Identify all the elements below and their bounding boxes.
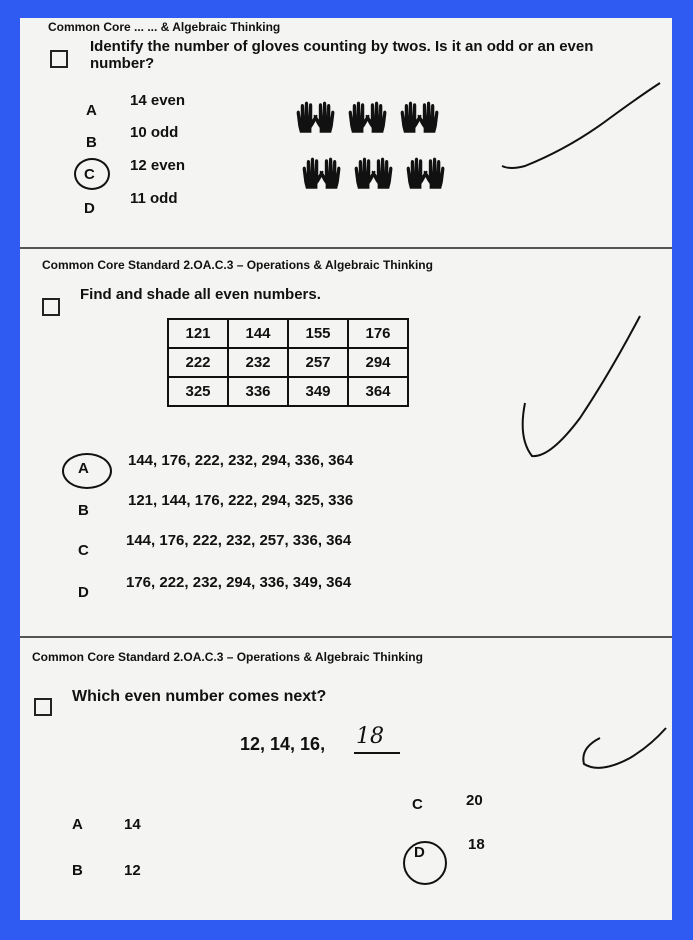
grid-cell[interactable]: 257 — [288, 348, 348, 377]
section1-option-d-letter[interactable]: D — [84, 200, 95, 217]
section3-option-a-letter[interactable]: A — [72, 816, 83, 833]
section1-standard: Common Core ... ... & Algebraic Thinking — [48, 20, 281, 34]
section2-checkbox[interactable] — [42, 298, 60, 316]
section1-selected-circle — [74, 158, 110, 190]
grid-cell[interactable]: 222 — [168, 348, 228, 377]
section2-question: Find and shade all even numbers. — [80, 286, 321, 303]
grid-cell[interactable]: 294 — [348, 348, 408, 377]
section2-option-b-text[interactable]: 121, 144, 176, 222, 294, 325, 336 — [128, 492, 354, 509]
section1-option-c-text[interactable]: 12 even — [130, 157, 186, 174]
section2-standard: Common Core Standard 2.OA.C.3 – Operations & Algebraic Thinking — [42, 258, 433, 272]
section-divider-2 — [20, 636, 672, 638]
grid-cell[interactable]: 349 — [288, 377, 348, 406]
section3-standard: Common Core Standard 2.OA.C.3 – Operations & Algebraic Thinking — [32, 650, 423, 664]
glove-pair-icon — [353, 154, 399, 194]
section1-option-b-letter[interactable]: B — [86, 134, 97, 151]
section3-option-b-text[interactable]: 12 — [124, 862, 141, 879]
checkmark-1 — [490, 78, 670, 188]
section3-option-d-letter[interactable]: D — [414, 844, 425, 861]
grid-cell[interactable]: 232 — [228, 348, 288, 377]
section3-checkbox[interactable] — [34, 698, 52, 716]
section3-option-a-text[interactable]: 14 — [124, 816, 141, 833]
section3-question: Which even number comes next? — [72, 688, 327, 705]
section1-question: Identify the number of gloves counting by twos. Is it an odd or an even number? — [90, 38, 594, 72]
section2-option-b-letter[interactable]: B — [78, 502, 89, 519]
worksheet-page — [20, 18, 672, 920]
grid-cell[interactable]: 176 — [348, 319, 408, 348]
glove-pair-icon — [301, 154, 347, 194]
grid-row — [168, 348, 408, 377]
section2-option-a-letter[interactable]: A — [78, 460, 89, 477]
section-divider-1 — [20, 247, 672, 249]
section2-option-c-letter[interactable]: C — [78, 542, 89, 559]
checkmark-3 — [570, 718, 670, 778]
grid-cell[interactable]: 336 — [228, 377, 288, 406]
grid-row — [168, 377, 408, 406]
section1-option-a-letter[interactable]: A — [86, 102, 97, 119]
grid-cell[interactable]: 144 — [228, 319, 288, 348]
answer-blank-line — [354, 752, 400, 754]
section3-option-c-letter[interactable]: C — [412, 796, 423, 813]
section2-option-d-letter[interactable]: D — [78, 584, 89, 601]
grid-row — [168, 319, 408, 348]
section3-option-c-text[interactable]: 20 — [466, 792, 483, 809]
section2-option-a-text[interactable]: 144, 176, 222, 232, 294, 336, 364 — [128, 452, 354, 469]
glove-pair-icon — [405, 154, 451, 194]
handwritten-answer: 18 — [356, 724, 384, 749]
section1-option-a-text[interactable]: 14 even — [130, 92, 186, 109]
number-grid — [167, 318, 409, 407]
section3-option-d-text[interactable]: 18 — [468, 836, 485, 853]
section1-checkbox[interactable] — [50, 50, 68, 68]
checkmark-2 — [510, 308, 650, 468]
grid-cell[interactable]: 325 — [168, 377, 228, 406]
section1-option-d-text[interactable]: 11 odd — [130, 190, 178, 207]
section3-option-b-letter[interactable]: B — [72, 862, 83, 879]
number-sequence: 12, 14, 16, — [240, 734, 326, 754]
grid-cell[interactable]: 121 — [168, 319, 228, 348]
glove-pair-icon — [295, 98, 341, 138]
grid-cell[interactable]: 364 — [348, 377, 408, 406]
glove-pair-icon — [399, 98, 445, 138]
grid-cell[interactable]: 155 — [288, 319, 348, 348]
section2-option-d-text[interactable]: 176, 222, 232, 294, 336, 349, 364 — [126, 574, 352, 591]
section1-option-b-text[interactable]: 10 odd — [130, 124, 179, 141]
section2-option-c-text[interactable]: 144, 176, 222, 232, 257, 336, 364 — [126, 532, 352, 549]
section1-option-c-letter[interactable]: C — [84, 166, 95, 183]
glove-pair-icon — [347, 98, 393, 138]
section3-selected-circle — [403, 841, 447, 885]
